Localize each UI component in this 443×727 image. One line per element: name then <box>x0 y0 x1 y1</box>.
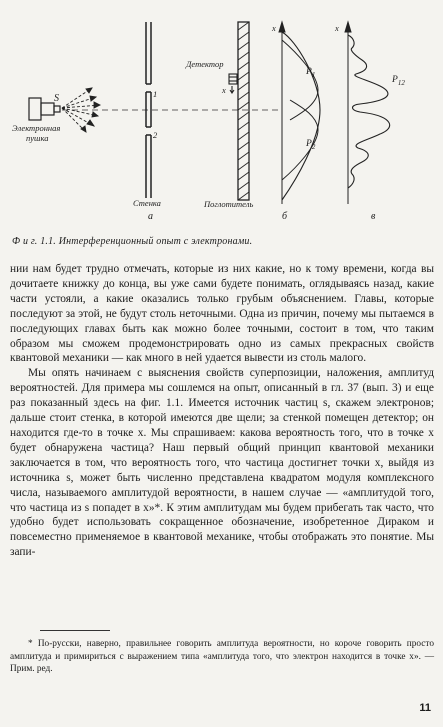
graph-b-x-label: x <box>272 23 276 33</box>
slit2-label: 2 <box>153 130 158 140</box>
page-number: 11 <box>419 702 431 714</box>
subfig-c-label: в <box>371 211 376 222</box>
figure-caption: Ф и г. 1.1. Интерференционный опыт с электронами. <box>12 236 253 247</box>
p2-label: $P_2$ <box>306 139 316 151</box>
figure-drawing <box>0 0 443 232</box>
source-label: S <box>54 93 59 104</box>
interference-figure <box>0 0 443 240</box>
subfig-b-label: б <box>282 211 288 222</box>
footnote <box>10 638 434 676</box>
detector-label: Детектор <box>186 59 224 69</box>
p1-label: $P_1$ <box>306 67 316 79</box>
gun-label-line1: Электронная <box>12 123 61 133</box>
body-text <box>10 262 434 560</box>
wall-label: Стенка <box>133 198 161 208</box>
absorber-label: Поглотитель <box>204 199 254 209</box>
paragraph-2: Мы опять начинаем с выяснения свойств суперпозиции, наложения, амплитуд вероятностей. Для примера мы сошлемся на опыт, описанный в гл. 37 (вып. 3) и еще раз показанный здесь на фиг. 1.1. Имеется источник частиц s, скажем электронов; дальше стоит стенка, в которой имеются две щели; за стенкой помещен детектор; он находится где-то в точке x. Мы спрашиваем: какова вероятность того, что в точке x будет обнаружена частица? Наш первый общий принцип квантовой механики заключается в том, что вероятность того, что частица достигнет точки x, выйдя из источника s, может быть численно представлена квадратом модуля комплексного числа, называемого амплитудой вероятности, в нашем случае — «амплитудой того, что частица из s попадет в x»*. К этим амплитудам мы будем прибегать так часто, что удобно будет использовать сокращенное обозначение, изобретенное Дираком и повсеместно применяемое в квантовой механике, чтобы отображать это понятие. Мы запи- <box>10 367 434 559</box>
subfig-a-label: а <box>148 211 153 222</box>
slit1-label: 1 <box>153 89 158 99</box>
p12-label: $P_{12}$ <box>392 75 405 87</box>
graph-c-x-label: x <box>335 23 339 33</box>
absorber <box>238 22 249 200</box>
graph-c <box>345 22 390 204</box>
wall <box>146 22 151 198</box>
detector <box>229 74 237 93</box>
footnote-text: * По-русски, наверно, правильнее говорить амплитуда вероятности, но короче говорить просто амплитуда и примириться с выражением типа «амплитуда того, что электрон находится в точке x». — Прим. ред. <box>10 639 434 675</box>
graph-b <box>279 22 320 204</box>
paragraph-1: нии нам будет трудно отмечать, которые из них какие, но к тому времени, когда вы дочитаете книжку до конца, вы уже сами будете понимать, оглядываясь назад, какие части устояли, а какие оказались только грубым объяснением. Главы, которые последуют за этой, не будут столь неточными. Одна из причин, почему мы пытаемся в последующих главах быть как можно более точными, состоит в том, что таким образом мы сможем продемонстрировать одно из самых прекрасных свойств квантовой механики — как много в ней удается вывести из столь малого. <box>10 263 434 365</box>
gun-label-line2: пушка <box>26 133 49 143</box>
footnote-rule <box>40 630 110 631</box>
detector-x-label: x <box>222 85 226 95</box>
